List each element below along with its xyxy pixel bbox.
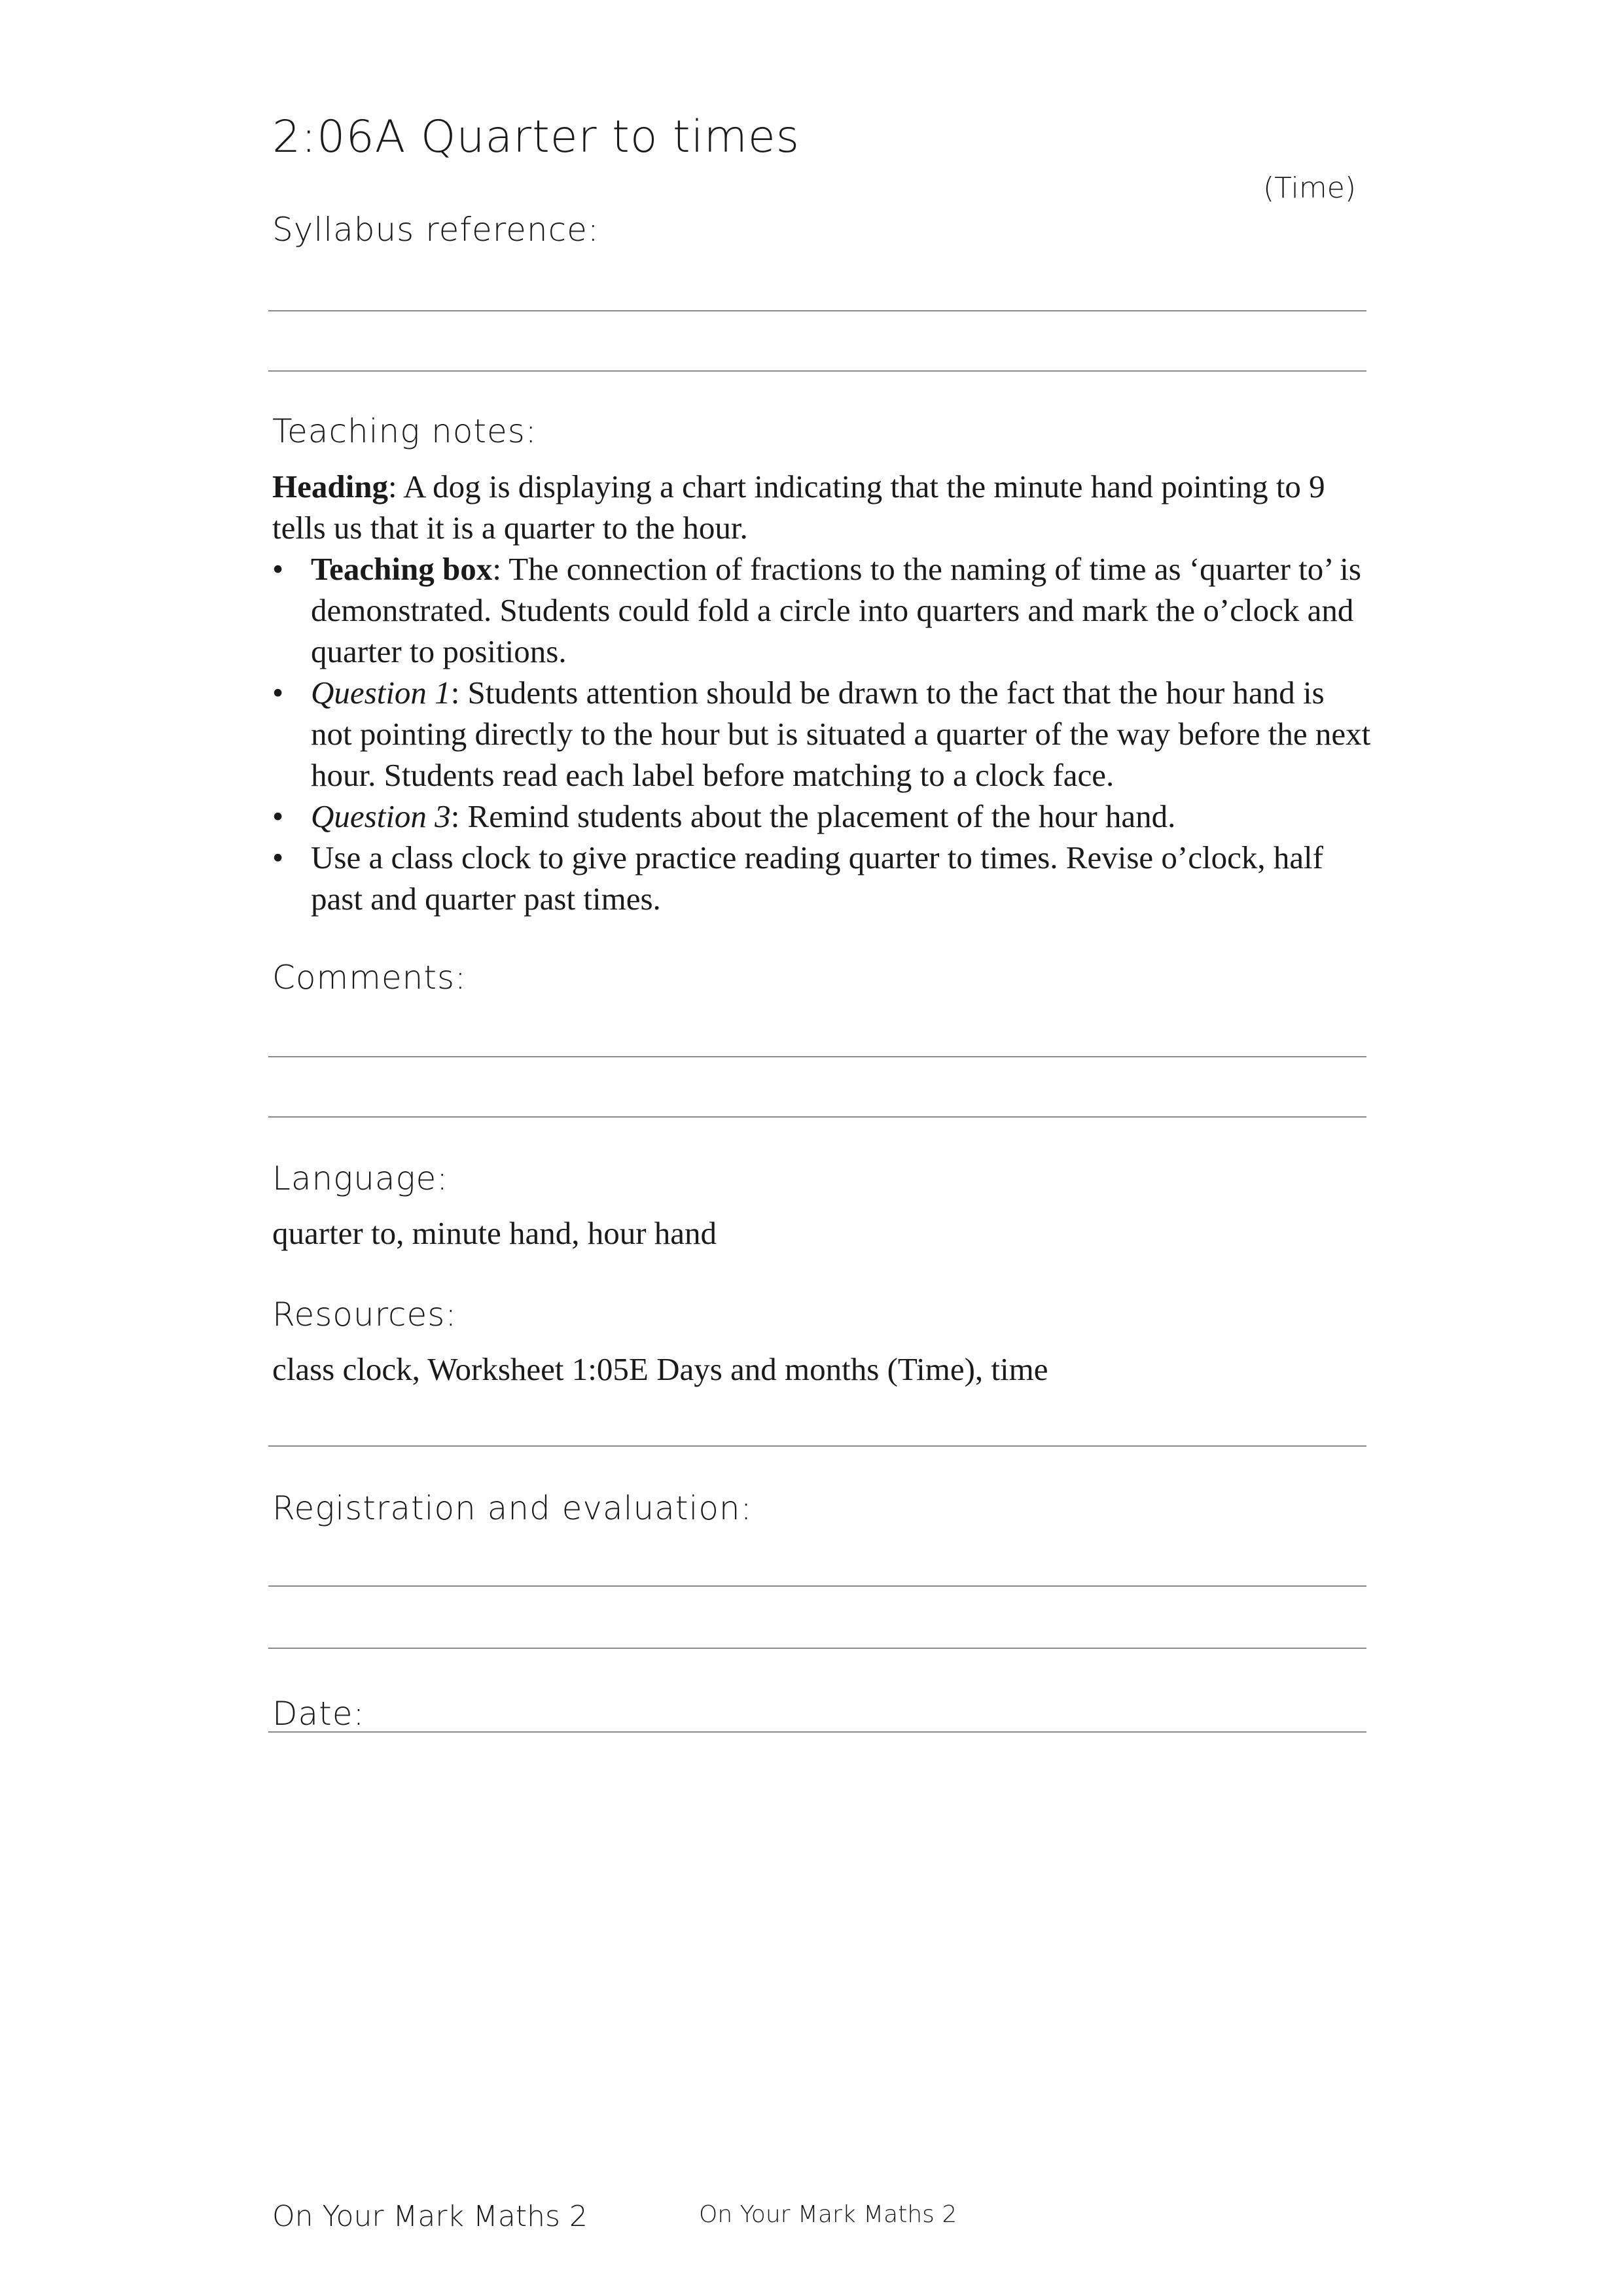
registration-line-2 xyxy=(268,1648,1366,1649)
list-item xyxy=(272,796,1372,837)
date-line xyxy=(268,1731,1366,1733)
list-item-text: Use a class clock to give practice reading quarter to times. Revise o’clock, half past and quarter past times. xyxy=(311,839,1323,917)
syllabus-label: Syllabus reference: xyxy=(272,211,599,249)
footer-running-title: On Your Mark Maths 2 xyxy=(699,2201,957,2228)
teaching-box-term: Teaching box xyxy=(311,551,493,587)
heading-term: Heading xyxy=(272,468,388,504)
list-item-text: : The connection of fractions to the naming of time as ‘quarter to’ is demonstrated. Students could fold a circle into quarters and mark the o’clock and quarter to positions. xyxy=(311,551,1361,669)
syllabus-line-1 xyxy=(268,310,1366,311)
syllabus-line-2 xyxy=(268,370,1366,372)
list-item xyxy=(272,548,1372,672)
comments-line-2 xyxy=(268,1116,1366,1118)
notes-list xyxy=(272,548,1372,919)
date-label: Date: xyxy=(272,1695,365,1733)
language-text: quarter to, minute hand, hour hand xyxy=(272,1215,717,1251)
registration-label: Registration and evaluation: xyxy=(272,1489,753,1527)
resources-text: class clock, Worksheet 1:05E Days and months (Time), time xyxy=(272,1351,1048,1387)
footer-book-title: On Your Mark Maths 2 xyxy=(272,2200,588,2233)
comments-line-1 xyxy=(268,1056,1366,1057)
question-1-term: Question 1 xyxy=(311,675,451,711)
topic-tag: (Time) xyxy=(1262,171,1356,205)
bullet: • xyxy=(272,798,284,834)
teaching-notes-body xyxy=(272,466,1372,919)
heading-note-text: : A dog is displaying a chart indicating that the minute hand pointing to 9 tells us that it is a quarter to the hour. xyxy=(272,468,1325,546)
page-title: 2:06A Quarter to times xyxy=(272,111,800,163)
bullet: • xyxy=(272,839,284,875)
teaching-notes-label: Teaching notes: xyxy=(272,412,537,450)
resources-line xyxy=(268,1445,1366,1447)
list-item-text: : Remind students about the placement of the hour hand. xyxy=(450,798,1176,834)
resources-label: Resources: xyxy=(272,1296,457,1333)
comments-label: Comments: xyxy=(272,959,467,997)
language-label: Language: xyxy=(272,1159,449,1197)
list-item xyxy=(272,672,1372,796)
list-item-text: : Students attention should be drawn to the fact that the hour hand is not pointing directly to the hour but is situated a quarter of the way before the next hour. Students read each label before matching to a clock face. xyxy=(311,675,1371,793)
heading-note xyxy=(272,466,1372,548)
registration-line-1 xyxy=(268,1585,1366,1587)
list-item xyxy=(272,837,1372,919)
bullet: • xyxy=(272,551,284,587)
question-3-term: Question 3 xyxy=(311,798,451,834)
bullet: • xyxy=(272,675,284,711)
